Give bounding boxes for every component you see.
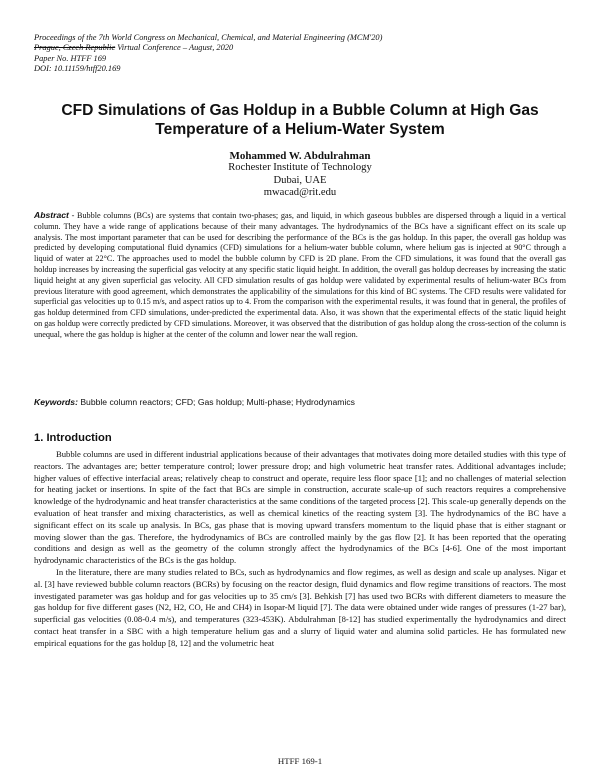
author-name: Mohammed W. Abdulrahman bbox=[229, 150, 371, 162]
paper-title: CFD Simulations of Gas Holdup in a Bubble Column at High Gas Temperature of a Helium-Water System bbox=[61, 102, 539, 138]
keywords-text: Bubble column reactors; CFD; Gas holdup; Multi-phase; Hydrodynamics bbox=[77, 397, 355, 407]
introduction-body bbox=[34, 449, 566, 650]
abstract-text: - Bubble columns (BCs) are systems that contain two-phases; gas, and liquid, in which gaseous bubbles are dispersed through a liquid in a vertical column. They have a wide range of applications because of their many advantages. The hydrodynamics of the BCs have a significant effect on its scale up analysis. The most important parameter that can be used for describing the performance of the BCs is the gas holdup. In this paper, the overall gas holdup was predicted by developing computational fluid dynamics (CFD) simulations for a helium-water bubble column, where helium gas is injected at 90°C through a liquid of water at 22°C. The approaches used to model the bubble column by CFD is 2D plane. From the CFD simulations, it was found that the overall gas holdup increases by increasing the superficial gas velocity at any specific static liquid height. In addition, the overall gas holdup decreases by increasing the static liquid height at any given superficial gas velocity. All CFD simulation results of gas holdup were validated by experimental results of helium-water BCs from previous literature with good agreement, which demonstrates the applicability of the simulations for this kind of BC systems. The CFD results were validated for superficial gas velocities up to 0.15 m/s, and aspect ratios up to 4. From the comparison with the experimental results, it was found that in general, the profiles of gas holdup determined from CFD simulations, under-predicted the experimental data. Also, it was shown that the experimental effects of the static liquid height on gas holdup were correctly predicted by CFD simulations. Moreover, it was observed that the distribution of gas holdup along the cross-section of the column is unequal, where the gas holdup is higher at the center of the column and lower near the wall region. bbox=[34, 211, 566, 339]
abstract bbox=[34, 210, 566, 341]
page-footer: HTFF 169-1 bbox=[277, 756, 323, 766]
keywords bbox=[34, 397, 566, 408]
intro-paragraph-1: Bubble columns are used in different industrial applications because of their advantages that motivates doing more detailed studies with this type of reactors. The advantages are; better temperature control; lower pressure drop; and high volumetric heat transfer rates. Additional advantages include; higher values of effective interfacial areas; relatively cheap to construct and operate, require less floor space [1]; and no challenges of material selection for heating jacket or insertions. In spite of the fact that BCs are simple in construction, accurate scale-up of such reactors requires a comprehensive knowledge of the hydrodynamic and heat transfer characteristics at the same conditions of the targeted process [2]. This scale-up generally depends on the evaluation of heat transfer and mixing characteristics, as well as chemical kinetics of the reacting system [3]. The hydrodynamics of the BC have a significant effect on its scale up analysis. In BCs, gas phase that is moving upward transfers momentum to the liquid phase that is either stagnant or moving slower than the gas. Therefore, the hydrodynamics of BCs are controlled mainly by the gas flow [2]. It has been reported that the operating conditions and design as well as the geometry of the column strongly affect the hydrodynamics of the BCs [4-6]. One of the most important hydrodynamic characteristics of the BCs is the gas holdup. bbox=[34, 449, 566, 566]
author-email: mwacad@rit.edu bbox=[263, 187, 337, 199]
keywords-label: Keywords: bbox=[34, 397, 78, 407]
header-line-1: Proceedings of the 7th World Congress on Mechanical, Chemical, and Material Engineering (MCM'20) bbox=[34, 33, 383, 42]
author-block bbox=[34, 150, 566, 200]
section-heading-introduction: 1. Introduction bbox=[34, 432, 112, 444]
author-location: Dubai, UAE bbox=[273, 174, 327, 186]
header-doi: DOI: 10.11159/htff20.169 bbox=[34, 63, 121, 73]
author-affiliation: Rochester Institute of Technology bbox=[228, 162, 372, 174]
header-conference: Virtual Conference – August, 2020 bbox=[115, 43, 234, 53]
intro-paragraph-2: In the literature, there are many studies related to BCs, such as hydrodynamics and flow regimes, as well as design and scale up analyses. Nigar et al. [3] have reviewed bubble column reactors (BCRs) by focusing on the reactor design, fluid dynamics and flow regime transitions of reactors. The most investigated parameter was gas holdup and for gas velocities up to 35 cm/s [3]. Behkish [7] has used two BCRs with different diameters to measure the gas holdup for five different gases (N2, H2, CO, He and CH4) in Isopar-M liquid [7]. The data were obtained under wide ranges of pressures (1-27 bar), superficial gas velocities (0.08-0.4 m/s), and temperatures (323-453K). Abdulrahman [8-12] has studied experimentally the hydrodynamics and direct contact heat transfer in a SBC with a high temperature helium gas and a slurry of liquid water and alumina solid particles. He has formulated new empirical equations for the gas holdup [8, 12] and the volumetric heat bbox=[34, 566, 566, 648]
header-paper-number: Paper No. HTFF 169 bbox=[34, 53, 107, 63]
header-struck-location: Prague, Czech Republic bbox=[34, 43, 116, 53]
proceedings-header bbox=[34, 33, 514, 74]
header-line-2 bbox=[34, 43, 514, 53]
abstract-label: Abstract bbox=[34, 210, 69, 220]
